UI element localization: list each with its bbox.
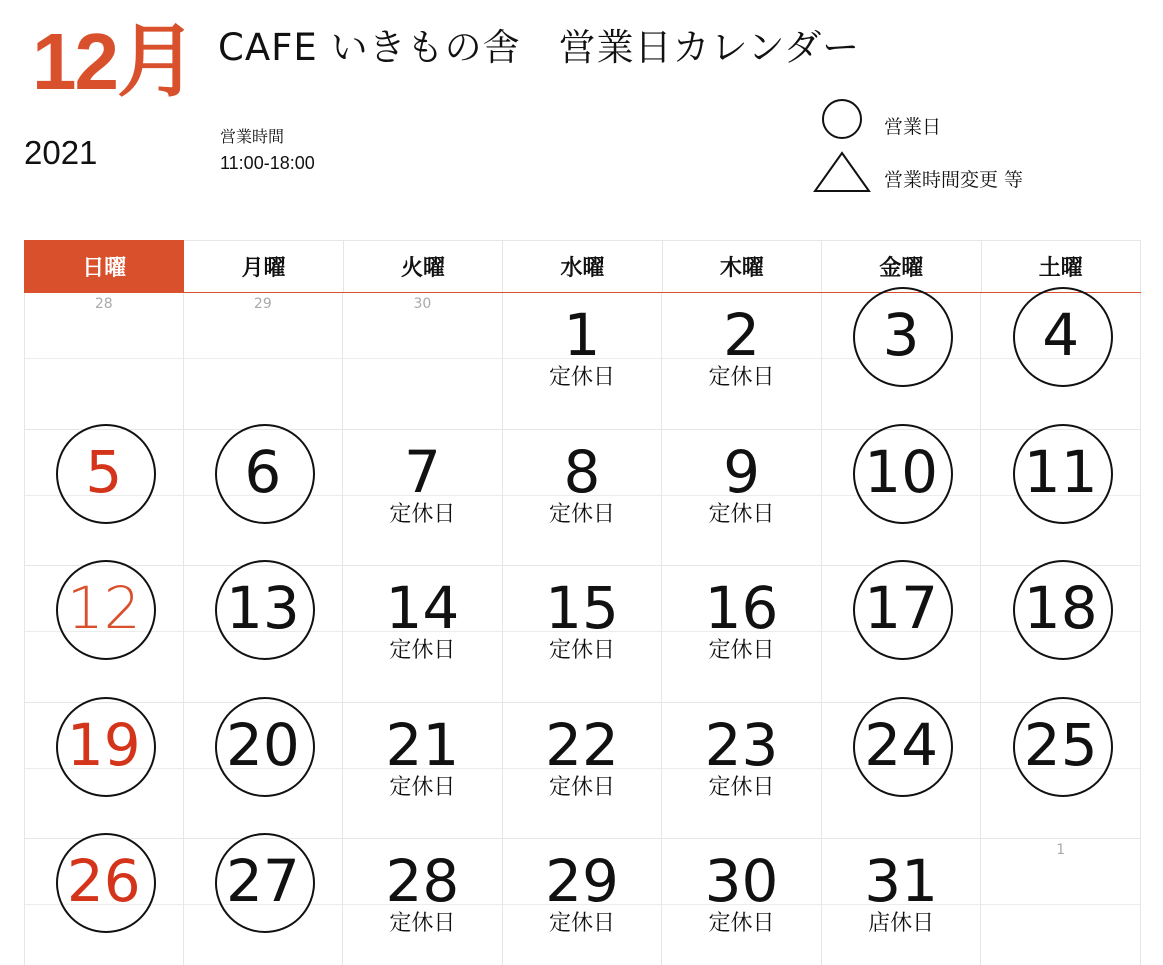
calendar-day-cell <box>662 839 822 965</box>
calendar-day-cell <box>24 430 184 567</box>
calendar-day-cell <box>662 293 822 430</box>
day-number: 3 <box>822 298 981 372</box>
day-number: 28 <box>385 847 460 915</box>
month-title: 12月 <box>32 17 195 106</box>
day-note: 定休日 <box>389 638 456 663</box>
calendar-day-cell <box>503 566 663 703</box>
day-number: 19 <box>25 708 183 782</box>
calendar-day-cell <box>822 839 982 965</box>
calendar-day-cell <box>24 839 184 965</box>
calendar-day-cell <box>24 703 184 840</box>
day-note: 定休日 <box>389 911 456 936</box>
day-number: 18 <box>981 571 1140 645</box>
day-note: 定休日 <box>708 638 775 663</box>
calendar-day-cell <box>503 430 663 567</box>
adjacent-month-day-number: 28 <box>94 296 113 312</box>
day-number: 15 <box>545 574 619 642</box>
calendar-day-cell <box>822 430 982 567</box>
legend-open-day-label: 営業日 <box>884 116 942 138</box>
day-number: 14 <box>385 574 460 642</box>
calendar-day-cell <box>184 293 344 430</box>
weekday-tuesday: 火曜 <box>344 240 503 292</box>
day-number: 25 <box>981 708 1140 782</box>
day-number: 16 <box>704 574 779 642</box>
cell-divider <box>343 358 502 359</box>
cell-divider <box>981 904 1140 905</box>
calendar-day-cell <box>343 566 503 703</box>
day-number: 2 <box>723 301 761 369</box>
day-note: 定休日 <box>548 501 615 527</box>
calendar-day-cell <box>981 566 1141 703</box>
day-number: 6 <box>184 435 343 509</box>
day-number: 23 <box>704 710 779 779</box>
calendar-day-cell <box>981 293 1141 430</box>
cell-divider <box>25 358 183 359</box>
day-number: 30 <box>704 847 779 915</box>
day-number: 21 <box>385 710 460 779</box>
day-number: 29 <box>545 847 619 915</box>
cell-divider <box>184 358 343 359</box>
day-note: 定休日 <box>708 365 775 390</box>
page-title: CAFE いきもの舎 営業日カレンダー <box>218 26 861 69</box>
day-number: 8 <box>563 437 601 506</box>
legend-hours-changed-label: 営業時間変更 等 <box>884 169 1024 191</box>
year-label: 2021 <box>24 134 98 171</box>
adjacent-month-day-number: 1 <box>1056 842 1066 858</box>
day-note: 定休日 <box>708 774 775 800</box>
day-number: 12 <box>25 571 183 645</box>
day-number: 11 <box>981 435 1140 509</box>
calendar-day-cell <box>24 566 184 703</box>
calendar-day-cell <box>184 839 344 965</box>
legend-circle-icon <box>822 99 862 139</box>
weekday-header <box>24 240 1141 293</box>
calendar-day-cell <box>981 703 1141 840</box>
calendar-day-cell <box>343 293 503 430</box>
day-number: 9 <box>723 437 761 506</box>
weekday-thursday: 木曜 <box>663 240 822 292</box>
calendar-day-cell <box>822 293 982 430</box>
weekday-wednesday: 水曜 <box>503 240 662 292</box>
day-note: 定休日 <box>389 774 456 800</box>
day-number: 31 <box>864 847 939 915</box>
day-number: 27 <box>184 844 343 918</box>
calendar-grid <box>24 293 1141 965</box>
day-number: 4 <box>981 298 1140 372</box>
calendar-day-cell <box>343 839 503 965</box>
calendar-day-cell <box>662 430 822 567</box>
day-number: 20 <box>184 708 343 782</box>
day-note: 定休日 <box>548 911 615 936</box>
day-note: 定休日 <box>389 501 456 527</box>
calendar-day-cell <box>662 703 822 840</box>
day-number: 5 <box>25 435 183 509</box>
calendar-day-cell <box>822 703 982 840</box>
day-number: 7 <box>403 437 441 506</box>
day-number: 24 <box>822 708 981 782</box>
calendar-day-cell <box>981 430 1141 567</box>
day-number: 10 <box>822 435 981 509</box>
day-note: 定休日 <box>708 501 775 527</box>
day-number: 13 <box>184 571 343 645</box>
day-note: 定休日 <box>548 638 615 663</box>
day-note: 定休日 <box>548 774 615 800</box>
calendar-day-cell <box>184 430 344 567</box>
day-number: 17 <box>822 571 981 645</box>
weekday-sunday: 日曜 <box>24 240 184 292</box>
business-hours-value: 11:00-18:00 <box>220 153 315 173</box>
calendar-day-cell <box>662 566 822 703</box>
calendar-day-cell <box>503 293 663 430</box>
day-number: 26 <box>25 844 183 918</box>
calendar-day-cell <box>184 703 344 840</box>
calendar-day-cell <box>503 839 663 965</box>
day-number: 22 <box>545 710 619 779</box>
day-note: 定休日 <box>548 365 615 390</box>
day-note: 店休日 <box>868 911 935 936</box>
weekday-saturday: 土曜 <box>982 240 1141 292</box>
calendar-day-cell <box>24 293 184 430</box>
adjacent-month-day-number: 30 <box>413 296 432 312</box>
weekday-friday: 金曜 <box>822 240 981 292</box>
day-number: 1 <box>563 301 601 369</box>
legend-triangle-icon <box>812 150 872 194</box>
weekday-monday: 月曜 <box>184 240 343 292</box>
calendar-day-cell <box>822 566 982 703</box>
business-hours-label: 営業時間 <box>220 127 285 146</box>
calendar-day-cell <box>184 566 344 703</box>
calendar-day-cell <box>343 703 503 840</box>
calendar-day-cell <box>503 703 663 840</box>
calendar-day-cell <box>343 430 503 567</box>
day-note: 定休日 <box>708 911 775 936</box>
calendar-day-cell <box>981 839 1141 965</box>
adjacent-month-day-number: 29 <box>253 296 272 312</box>
